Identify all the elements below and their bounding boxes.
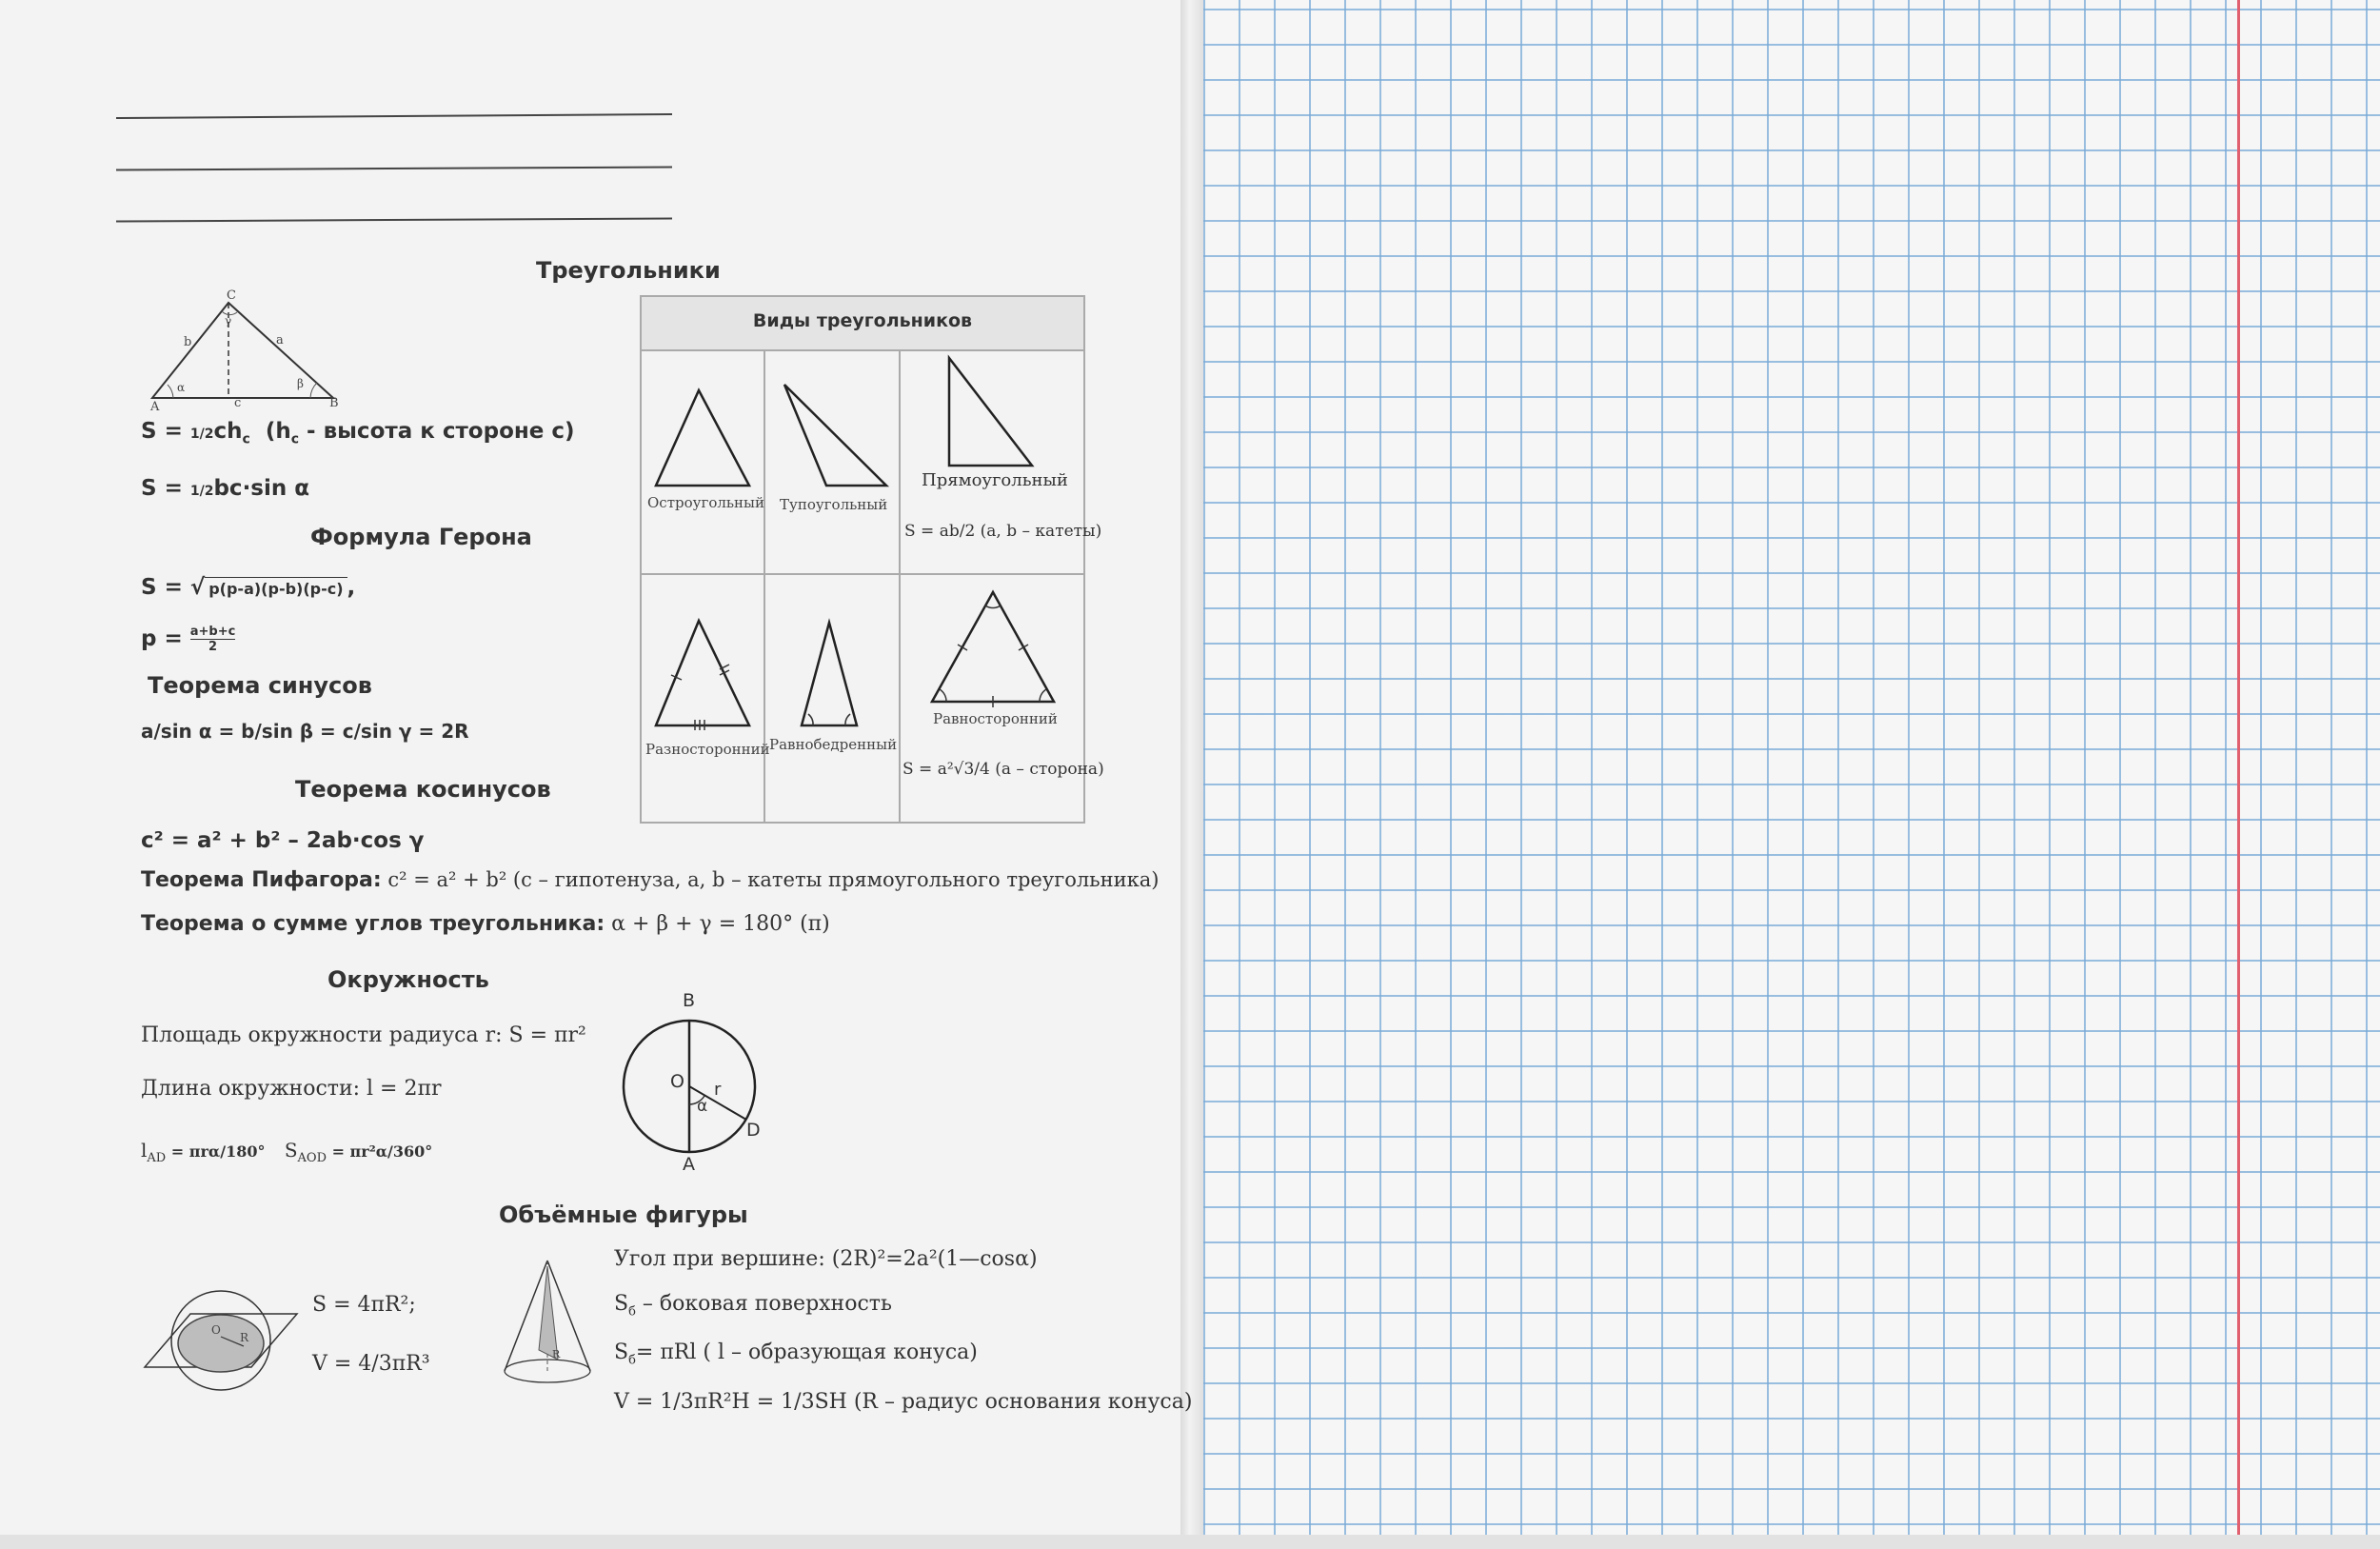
cone-lateral-sub2: б xyxy=(628,1353,636,1368)
heron-p-num: a+b+c xyxy=(189,625,236,639)
cosines-formula: c² = a² + b² – 2ab·cos γ xyxy=(141,828,425,853)
pythagoras-line xyxy=(141,868,1159,892)
heading-solids: Объёмные фигуры xyxy=(499,1201,748,1228)
label-isosceles: Равнобедренный xyxy=(769,736,898,753)
cone-lateral-text xyxy=(614,1292,892,1319)
circle-length: Длина окружности: l = 2πr xyxy=(141,1077,442,1101)
half-fraction: 1/2 xyxy=(189,427,214,442)
area-sin-formula xyxy=(141,476,309,501)
margin-line xyxy=(2237,0,2240,1549)
cone-lateral-rhs: = πRl ( l – образующая конуса) xyxy=(635,1340,978,1364)
area-note: (h xyxy=(265,419,291,444)
circle-label-o: O xyxy=(670,1071,684,1092)
heron-radicand: p(p-a)(p-b)(p-c) xyxy=(205,577,347,598)
circle-label-a: A xyxy=(683,1154,695,1175)
area-rhs: ch xyxy=(213,419,243,444)
sines-formula: a/sin α = b/sin β = c/sin γ = 2R xyxy=(141,720,469,743)
heading-cosines: Теорема косинусов xyxy=(295,776,551,803)
angle-label-gamma: γ xyxy=(225,314,232,328)
circle-area: Площадь окружности радиуса r: S = πr² xyxy=(141,1023,586,1047)
heron-p-formula xyxy=(141,625,235,654)
heron-p-den: 2 xyxy=(208,640,218,654)
arc-sector-formulas xyxy=(141,1139,432,1165)
triangle-types-table xyxy=(640,295,1104,824)
label-obtuse: Тупоугольный xyxy=(780,496,888,513)
cone-lateral-desc: – боковая поверхность xyxy=(635,1292,892,1316)
sector-s: S xyxy=(284,1139,298,1162)
heron-comma: , xyxy=(347,575,356,600)
cone-apex-angle: Угол при вершине: (2R)²=2a²(1—cosα) xyxy=(614,1247,1038,1271)
angle-sum-body: α + β + γ = 180° (π) xyxy=(605,912,830,936)
area-sub: c xyxy=(242,431,250,447)
formula-equilateral: S = a²√3/4 (a – сторона) xyxy=(902,760,1104,779)
cone-lateral-s2: S xyxy=(614,1340,629,1364)
sphere-label-o: O xyxy=(211,1323,221,1337)
area-height-formula xyxy=(141,419,575,447)
sphere-volume: V = 4/3πR³ xyxy=(312,1352,430,1376)
arc-sub: AD xyxy=(147,1151,167,1165)
cone-lateral-sub: б xyxy=(628,1304,636,1320)
circle-label-r: r xyxy=(714,1080,722,1100)
triangle-shapes xyxy=(642,297,643,298)
grid-page xyxy=(1195,0,2380,1549)
table-title: Виды треугольников xyxy=(752,310,973,331)
circle-label-alpha: α xyxy=(697,1097,708,1116)
pythagoras-body: c² = a² + b² (c – гипотенуза, a, b – катеты прямоугольного треугольника) xyxy=(381,868,1160,891)
arc-formula: = πrα/180° xyxy=(166,1142,266,1161)
label-scalene: Разносторонний xyxy=(645,741,770,758)
formula-right: S = ab/2 (a, b – катеты) xyxy=(904,522,1102,541)
label-equilateral: Равносторонний xyxy=(933,710,1058,727)
side-label-b: b xyxy=(184,335,192,349)
sector-formula: = πr²α/360° xyxy=(327,1142,433,1161)
heading-sines: Теорема синусов xyxy=(148,672,372,699)
side-label-a: a xyxy=(276,333,284,348)
sector-sub: AOD xyxy=(297,1151,327,1165)
heron-p-fraction xyxy=(190,625,236,654)
circle-label-d: D xyxy=(746,1120,761,1141)
vertex-label-b: B xyxy=(329,396,339,410)
sphere-area: S = 4πR²; xyxy=(312,1293,416,1317)
cone-diagram xyxy=(0,0,1,1)
heron-s: S = √ xyxy=(141,575,206,600)
heading-circle: Окружность xyxy=(327,966,489,993)
area-note-sub: c xyxy=(290,431,300,447)
arc-l: l xyxy=(141,1139,148,1162)
angle-sum-line xyxy=(141,912,830,936)
area-sin-rhs: bc·sin α xyxy=(213,476,310,501)
bottom-strip xyxy=(0,1535,2380,1549)
area-lhs: S = xyxy=(141,419,190,444)
half-fraction-2: 1/2 xyxy=(189,484,214,499)
table-divider xyxy=(642,573,1083,575)
label-acute: Остроугольный xyxy=(647,494,764,511)
pythagoras-title: Теорема Пифагора: xyxy=(141,868,382,892)
sphere-label-r: R xyxy=(240,1331,249,1344)
area-sin-lhs: S = xyxy=(141,476,190,501)
angle-label-alpha: α xyxy=(177,381,186,394)
cone-lateral-formula xyxy=(614,1340,978,1367)
notebook-fold xyxy=(1180,0,1203,1549)
cone-volume: V = 1/3πR²H = 1/3SH (R – радиус основания конуса) xyxy=(614,1390,1193,1414)
table-divider xyxy=(899,349,901,822)
heading-triangles: Треугольники xyxy=(536,257,721,284)
cone-lateral-s: S xyxy=(614,1292,629,1316)
area-note-text: - высота к стороне c) xyxy=(299,419,575,444)
vertex-label-c: C xyxy=(227,288,236,303)
cone-label-r: R xyxy=(552,1348,561,1360)
heron-p: p = xyxy=(141,626,190,651)
vertex-label-a: A xyxy=(150,400,160,414)
side-label-c: c xyxy=(234,396,242,410)
label-right: Прямоугольный xyxy=(922,470,1068,490)
circle-label-b: B xyxy=(683,990,696,1011)
angle-sum-title: Теорема о сумме углов треугольника: xyxy=(141,912,605,936)
heron-formula xyxy=(141,575,355,600)
angle-label-beta: β xyxy=(297,377,304,390)
heading-heron: Формула Герона xyxy=(310,524,532,550)
